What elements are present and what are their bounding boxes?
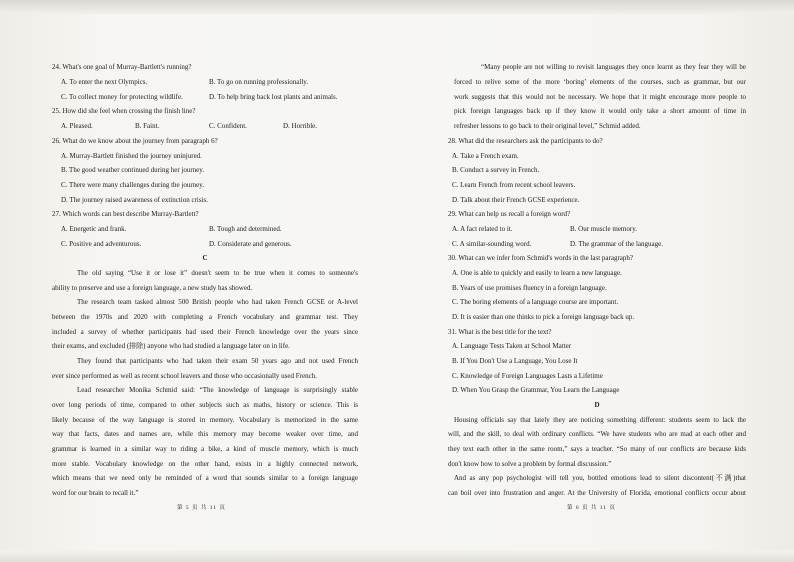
option-27d: D. Considerate and generous. bbox=[209, 240, 292, 248]
passage-line: “Many people are not willing to revisit languages they once learnt as they fear they will be bbox=[481, 63, 746, 71]
option-25c: C. Confident. bbox=[209, 122, 247, 130]
passage-line: will, and the skill, to deal with ordinary conflicts. “We have students who are mad at each other and bbox=[448, 430, 746, 438]
option-30a: A. One is able to quickly and easily to learn a new language. bbox=[452, 269, 622, 277]
passage-line: can boil over into frustration and anger. At the University of Florida, emotional conflicts occur about bbox=[448, 489, 746, 497]
option-28c: C. Learn French from recent school leavers. bbox=[452, 181, 576, 189]
option-26a: A. Murray-Bartlett finished the journey uninjured. bbox=[61, 152, 202, 160]
question-31: 31. What is the best title for the text? bbox=[448, 328, 552, 336]
option-27c: C. Positive and adventurous. bbox=[61, 240, 142, 248]
option-28b: B. Conduct a survey in French. bbox=[452, 166, 540, 174]
section-heading-c: C bbox=[202, 254, 208, 262]
passage-line: And as any pop psychologist will tell you, bottled emotions lead to silent discontent(不满)that bbox=[454, 474, 746, 482]
question-30: 30. What can we infer from Schmid's words in the last paragraph? bbox=[448, 254, 634, 262]
passage-line: grammar is learned in a similar way to riding a bike, a kind of muscle memory, which is much bbox=[52, 445, 358, 453]
passage-line: work suggests that this would not be necessary. We hope that it might encourage more people to bbox=[454, 93, 746, 101]
option-27a: A. Energetic and frank. bbox=[61, 225, 127, 233]
option-30b: B. Years of use promises fluency in a foreign language. bbox=[452, 284, 607, 292]
option-29b: B. Our muscle memory. bbox=[570, 225, 638, 233]
option-29a: A. A fact related to it. bbox=[452, 225, 513, 233]
option-27b: B. Tough and determined. bbox=[209, 225, 282, 233]
question-25: 25. How did she feel when crossing the finish line? bbox=[52, 107, 196, 115]
page-footer-left: 第 5 页 共 11 页 bbox=[177, 505, 226, 511]
option-24a: A. To enter the next Olympics. bbox=[61, 78, 148, 86]
option-24d: D. To help bring back lost plants and animals. bbox=[209, 93, 338, 101]
passage-line: The old saying “Use it or lose it” doesn't seem to be true when it comes to someone's bbox=[77, 269, 358, 277]
question-28: 28. What did the researchers ask the participants to do? bbox=[448, 137, 603, 145]
passage-line: included a survey of whether participants had used their French knowledge over the years since bbox=[52, 328, 358, 336]
option-29c: C. A similar-sounding word. bbox=[452, 240, 532, 248]
passage-line: word for our brain to recall it.” bbox=[52, 489, 139, 497]
question-27: 27. Which words can best describe Murray-Bartlett? bbox=[52, 210, 199, 218]
scan-top-edge bbox=[0, 0, 794, 14]
passage-line: over long periods of time, compared to other subjects such as maths, history or science. This is bbox=[52, 401, 358, 409]
option-30d: D. It is easier than one thinks to pick a foreign language back up. bbox=[452, 313, 635, 321]
section-heading-d: D bbox=[594, 401, 600, 409]
scan-bottom-edge bbox=[0, 550, 794, 562]
option-31d: D. When You Grasp the Grammar, You Learn the Language bbox=[452, 386, 620, 394]
passage-line: which means that we need only be reminded of a word that sounds similar to a foreign language bbox=[52, 474, 358, 482]
option-31b: B. If You Don't Use a Language, You Lose It bbox=[452, 357, 578, 365]
option-25b: B. Faint. bbox=[135, 122, 160, 130]
option-24b: B. To go on running professionally. bbox=[209, 78, 309, 86]
page-footer-right: 第 6 页 共 11 页 bbox=[567, 505, 616, 511]
option-25d: D. Horrible. bbox=[283, 122, 318, 130]
passage-line: They found that participants who had taken their exam 50 years ago and not used French bbox=[77, 357, 358, 365]
passage-line: likely because of the way language is stored in memory. Vocabulary is memorized in the same bbox=[52, 416, 358, 424]
option-25a: A. Pleased. bbox=[61, 122, 93, 130]
passage-line: their exams, and excluded (排除) anyone who had studied a language later on in life. bbox=[52, 342, 290, 350]
passage-line: ability to preserve and use a foreign language, a new study has showed. bbox=[52, 284, 253, 292]
option-26b: B. The good weather continued during her journey. bbox=[61, 166, 205, 174]
passage-line: pick foreign languages back up if they know it would only take a short amount of time in bbox=[454, 107, 746, 115]
passage-line: Lead researcher Monika Schmid said: “The knowledge of language is surprisingly stable bbox=[77, 386, 358, 394]
option-31a: A. Language Tests Taken at School Matter bbox=[452, 342, 572, 350]
option-31c: C. Knowledge of Foreign Languages Lasts a Lifetime bbox=[452, 372, 603, 380]
passage-line: they text each other in the same room,” says a teacher. “So many of our conflicts are because kids bbox=[448, 445, 746, 453]
passage-line: between the 1970s and 2020 with completing a French vocabulary and grammar test. They bbox=[52, 313, 358, 321]
option-30c: C. The boring elements of a language course are important. bbox=[452, 298, 619, 306]
passage-line: Housing officials say that lately they are noticing something different: students seem to lack the bbox=[454, 416, 746, 424]
option-24c: C. To collect money for protecting wildlife. bbox=[61, 93, 183, 101]
passage-line: way that facts, dates and names are, while this memory may become weaker over time, and bbox=[52, 430, 358, 438]
passage-line: forced to relive some of the more ‘boring’ elements of the courses, such as grammar, but our bbox=[454, 78, 746, 86]
question-24: 24. What's one goal of Murray-Bartlett's running? bbox=[52, 63, 192, 71]
passage-line: The research team tasked almost 500 British people who had taken French GCSE or A-level bbox=[77, 298, 358, 306]
passage-line: more stable. Vocabulary knowledge on the other hand, exists in a highly connected network, bbox=[52, 460, 358, 468]
option-29d: D. The grammar of the language. bbox=[570, 240, 663, 248]
option-28d: D. Talk about their French GCSE experience. bbox=[452, 196, 580, 204]
question-29: 29. What can help us recall a foreign word? bbox=[448, 210, 571, 218]
passage-line: ever since performed as well as recent school leavers and those who occasionally used French. bbox=[52, 372, 317, 380]
passage-line: don't know how to solve a problem by formal discussion.” bbox=[448, 460, 612, 468]
option-26c: C. There were many challenges during the journey. bbox=[61, 181, 205, 189]
question-26: 26. What do we know about the journey from paragraph 6? bbox=[52, 137, 218, 145]
option-28a: A. Take a French exam. bbox=[452, 152, 519, 160]
option-26d: D. The journey raised awareness of extinction crisis. bbox=[61, 196, 209, 204]
passage-line: refresher lessons to go back to their original level,” Schmid added. bbox=[454, 122, 641, 130]
